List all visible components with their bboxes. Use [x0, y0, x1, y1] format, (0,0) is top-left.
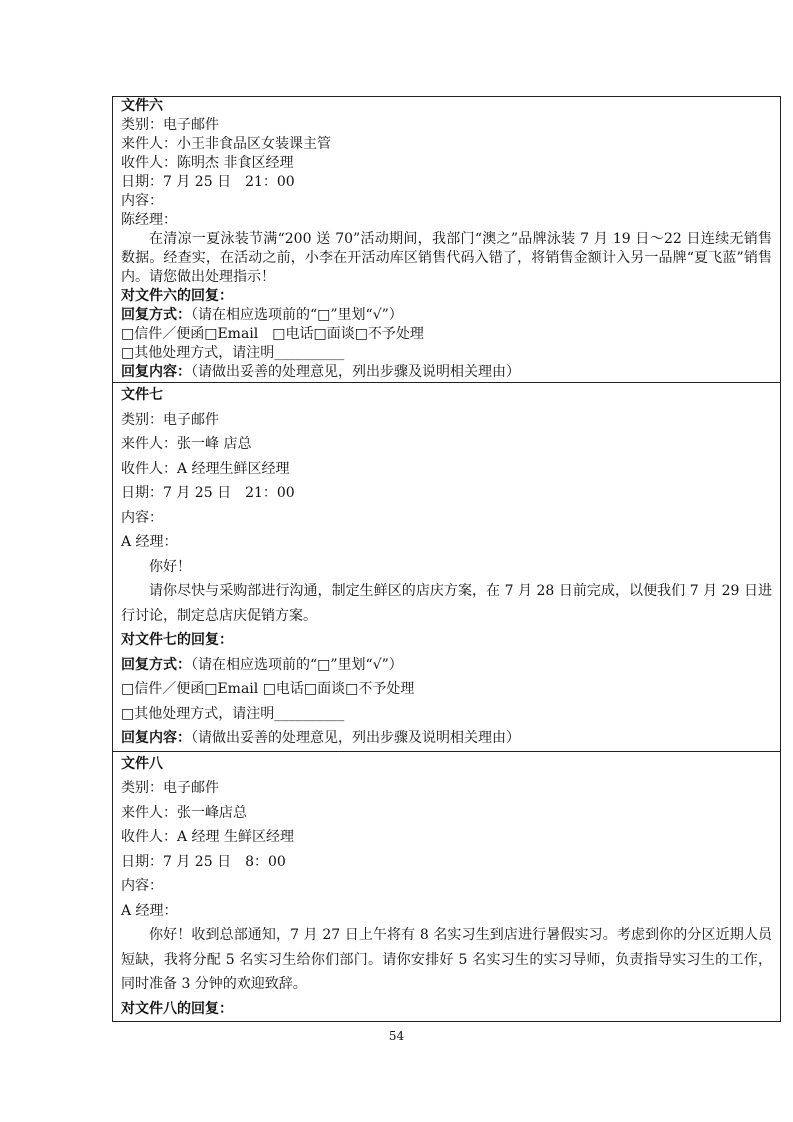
- file-six-reply-heading: 对文件六的回复：: [121, 288, 233, 304]
- file-seven-reply-options: □信件／便函□Email □电话□面谈□不予处理: [121, 681, 415, 697]
- file-six-title: 文件六: [121, 98, 163, 114]
- file-eight-salutation: A 经理：: [121, 902, 178, 919]
- file-seven-date: 日期：7 月 25 日 21：00: [121, 485, 295, 501]
- file-seven-recipient: 收件人：A 经理生鲜区经理: [121, 460, 290, 477]
- file-eight-body: 你好！收到总部通知，7 月 27 日上午将有 8 名实习生到店进行暑假实习。考虑到你的分区近期人员短缺，我将分配 5 名实习生给你们部门。请你安排好 5 名实习生的实习导师，负责指导实习生的工作，同时准备 3 分钟的欢迎致辞。: [121, 927, 772, 992]
- file-six-content-label: 内容：: [121, 193, 163, 209]
- page-number: 54: [388, 1029, 405, 1043]
- file-eight-content-label: 内容：: [121, 878, 163, 894]
- reply-content-hint: （请做出妥善的处理意见，列出步骤及说明相关理由）: [191, 364, 520, 380]
- file-seven-sender: 来件人：张一峰 店总: [121, 436, 252, 452]
- reply-method-hint: （请在相应选项前的“□”里划“√”）: [191, 307, 403, 323]
- file-seven-section: [113, 383, 780, 752]
- file-eight-section: [113, 752, 780, 1022]
- file-six-category: 类别：电子邮件: [121, 117, 219, 133]
- file-seven-category: 类别：电子邮件: [121, 411, 219, 428]
- file-eight-sender: 来件人：张一峰店总: [121, 804, 247, 821]
- file-eight-category: 类别：电子邮件: [121, 780, 219, 796]
- file-seven-reply-heading: 对文件七的回复：: [121, 632, 233, 648]
- file-six-reply-content: [121, 363, 772, 382]
- file-seven-salutation: A 经理：: [121, 534, 178, 550]
- file-eight-title: 文件八: [121, 755, 163, 772]
- file-six-section: [113, 97, 780, 383]
- file-six-salutation: 陈经理：: [121, 212, 177, 228]
- file-seven-reply-method: [121, 653, 772, 678]
- file-eight-date: 日期：7 月 25 日 8：00: [121, 853, 286, 870]
- file-six-body: 在清凉一夏泳装节满“200 送 70”活动期间，我部门“澳之”品牌泳装 7 月 19 日～22 日连续无销售数据。经查实，在活动之前，小李在开活动库区销售代码入错了，将销售金额计入另一品牌“夏飞蓝”销售内。请您做出处理指示！: [121, 231, 772, 285]
- file-seven-other-method: □其他处理方式，请注明__________: [121, 705, 345, 722]
- file-eight-recipient: 收件人：A 经理 生鲜区经理: [121, 829, 295, 845]
- file-six-sender: 来件人：小王非食品区女装课主管: [121, 136, 331, 152]
- file-seven-content-label: 内容：: [121, 509, 163, 526]
- reply-content-label: 回复内容：: [121, 364, 191, 380]
- file-six-other-method: □其他处理方式，请注明__________: [121, 345, 345, 361]
- reply-content-hint: （请做出妥善的处理意见，列出步骤及说明相关理由）: [191, 730, 520, 746]
- file-six-date: 日期：7 月 25 日 21：00: [121, 174, 295, 190]
- document-table: [112, 96, 781, 1022]
- file-seven-title: 文件七: [121, 387, 163, 403]
- reply-method-label: 回复方式：: [121, 307, 191, 323]
- file-six-reply-method: [121, 306, 772, 325]
- reply-content-label: 回复内容：: [121, 730, 191, 746]
- file-six-reply-options: □信件／便函□Email □电话□面谈□不予处理: [121, 326, 424, 342]
- file-seven-body: 请你尽快与采购部进行沟通，制定生鲜区的店庆方案，在 7 月 28 日前完成，以便我们 7 月 29 日进行讨论，制定总店庆促销方案。: [121, 583, 772, 624]
- reply-method-hint: （请在相应选项前的“□”里划“√”）: [191, 656, 403, 673]
- file-six-recipient: 收件人：陈明杰 非食区经理: [121, 155, 294, 171]
- reply-method-label: 回复方式：: [121, 656, 191, 673]
- file-seven-greeting: 你好！: [149, 558, 191, 575]
- file-eight-reply-heading: 对文件八的回复：: [121, 1000, 233, 1017]
- file-seven-reply-content: [121, 726, 772, 751]
